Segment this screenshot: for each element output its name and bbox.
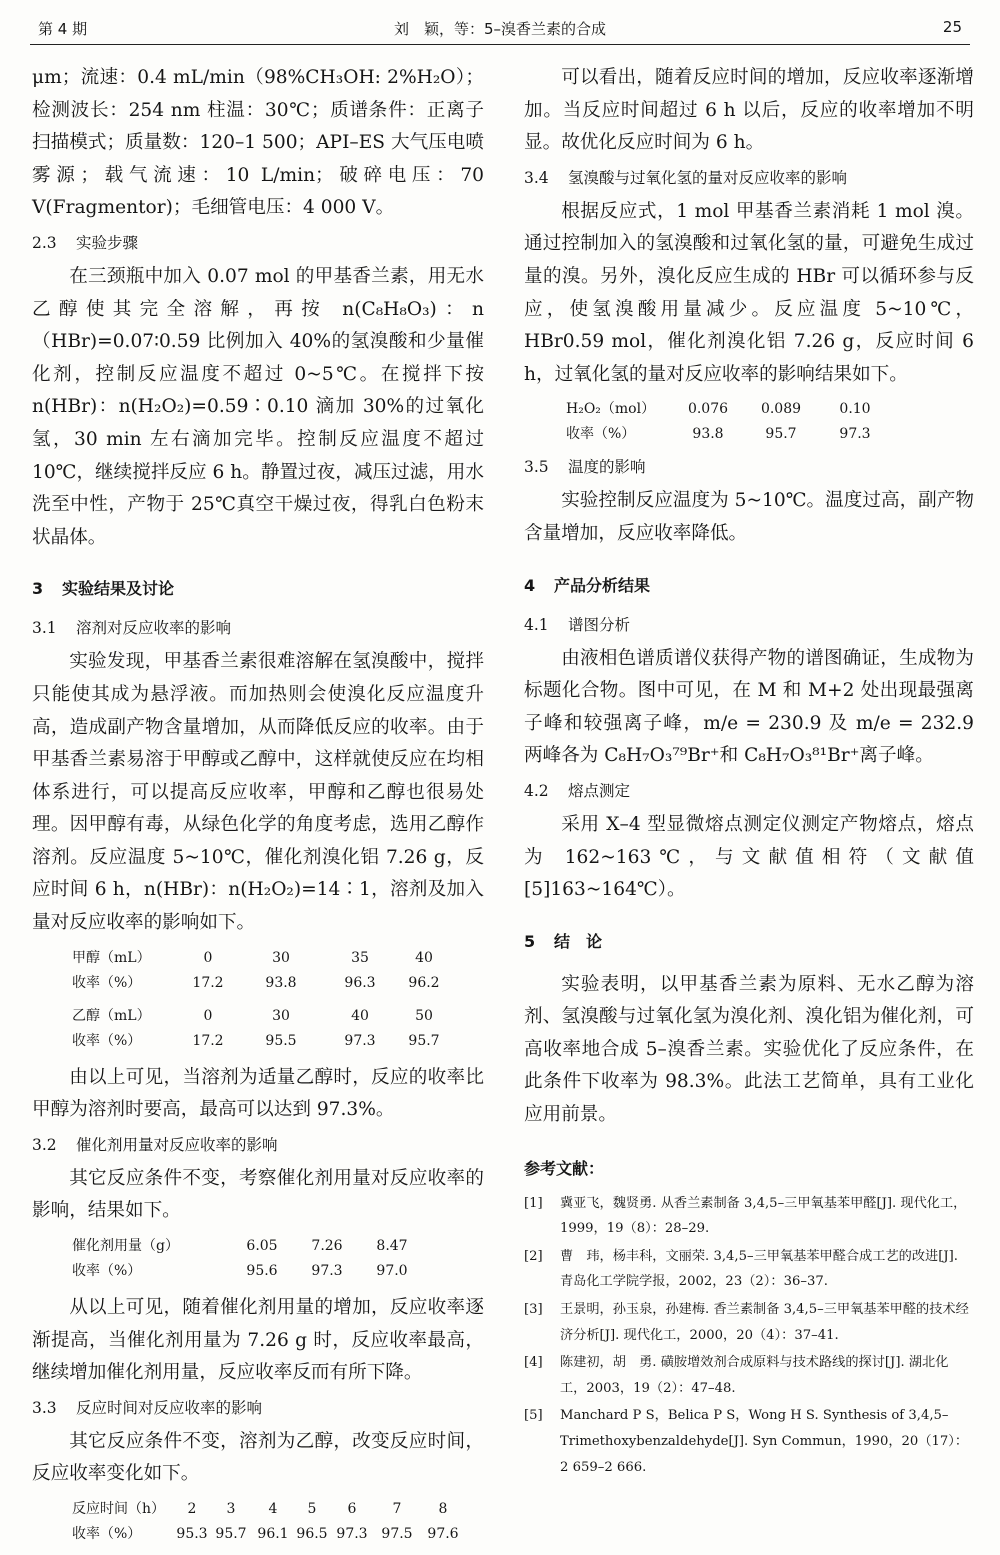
table-row xyxy=(566,422,888,447)
table-cell: 97.3 xyxy=(336,1526,368,1542)
table-cell: 0.10 xyxy=(839,401,871,418)
ethanol-yield-table xyxy=(72,1004,456,1054)
table-cell: 97.6 xyxy=(427,1526,459,1542)
reference-number: [5] xyxy=(524,1408,543,1424)
paragraph-hbr-h2o2: 根据反应式，1 mol 甲基香兰素消耗 1 mol 溴。通过控制加入的氢溴酸和过氧化氢的量，可避免生成过量的溴。另外，溴化反应生成的 HBr 可以循环参与反应，使氢溴酸用量减少。反应温度 5~10℃，HBr0.59 mol，催化剂溴化铝 7.26 g，反应时间 6 h，过氧化氢的量对反应收率的影响结果如下。 xyxy=(524,200,974,385)
table-row-header: 收率（%） xyxy=(72,1032,142,1049)
section-title: 产品分析结果 xyxy=(554,575,651,595)
paragraph-reaction-time: 其它反应条件不变，溶剂为乙醇，改变反应时间，反应收率变化如下。 xyxy=(32,1430,484,1485)
table-cell: 95.7 xyxy=(765,426,797,443)
table-cell: 4 xyxy=(268,1501,278,1517)
table-cell: 17.2 xyxy=(192,1032,224,1049)
table-cell: 97.3 xyxy=(311,1263,343,1280)
section-heading xyxy=(32,576,484,602)
running-title: 刘 颖，等：5–溴香兰素的合成 xyxy=(393,20,607,38)
paragraph-solvent-conclusion: 由以上可见，当溶剂为适量乙醇时，反应的收率比甲醇为溶剂时要高，最高可以达到 97.3%。 xyxy=(32,1066,484,1121)
table-row xyxy=(72,1029,456,1054)
section-number: 4 xyxy=(524,575,536,595)
table-row-header: 收率（%） xyxy=(72,1263,142,1280)
section-title: 实验结果及讨论 xyxy=(62,579,175,599)
table-cell: 35 xyxy=(351,949,369,966)
references-heading: 参考文献： xyxy=(524,1158,605,1178)
page-number: 25 xyxy=(942,18,962,36)
subsection-number: 4.1 xyxy=(524,615,549,634)
issue-label: 第 4 期 xyxy=(38,20,88,38)
table-cell: 96.1 xyxy=(257,1526,289,1542)
time-yield-table xyxy=(72,1497,466,1547)
table-cell: 95.3 xyxy=(176,1526,208,1542)
table-cell: 97.3 xyxy=(344,1032,376,1049)
paragraph-catalyst-conclusion: 从以上可见，随着催化剂用量的增加，反应收率逐渐提高，当催化剂用量为 7.26 g 时，反应收率最高，继续增加催化剂用量，反应收率反而有所下降。 xyxy=(32,1297,484,1384)
table-cell: 96.3 xyxy=(344,974,376,991)
section-number: 5 xyxy=(524,931,536,951)
reference-item xyxy=(524,1297,974,1348)
subsection-title: 反应时间对反应收率的影响 xyxy=(76,1398,263,1417)
subsection-number: 4.2 xyxy=(524,781,549,800)
table-row-header: H₂O₂（mol） xyxy=(566,401,656,418)
table-cell: 7 xyxy=(392,1501,402,1517)
subsection-title: 溶剂对反应收率的影响 xyxy=(76,619,232,638)
reference-item xyxy=(524,1403,974,1480)
section-number: 3 xyxy=(32,579,44,599)
table-cell: 96.5 xyxy=(296,1526,328,1542)
table-cell: 30 xyxy=(272,1007,290,1024)
reference-text: 陈建初，胡 勇. 磺胺增效剂合成原料与技术路线的探讨[J]. 湖北化工，2003，19（2）：47–48. xyxy=(560,1355,949,1396)
paragraph-catalyst: 其它反应条件不变，考察催化剂用量对反应收率的影响，结果如下。 xyxy=(32,1167,484,1222)
paragraph-temperature: 实验控制反应温度为 5~10℃。温度过高，副产物含量增加，反应收率降低。 xyxy=(524,490,974,544)
subsection-number: 3.3 xyxy=(32,1398,57,1417)
paragraph-procedure: 在三颈瓶中加入 0.07 mol 的甲基香兰素，用无水乙醇使其完全溶解，再按 n(C₈H₈O₃)：n（HBr)=0.07∶0.59 比例加入 40%的氢溴酸和少量催化剂，控制反应温度不超过 0~5℃。在搅拌下按n(HBr)：n(H₂O₂)=0.59∶0.10 滴加 30%的过氧化氢，30 min 左右滴加完毕。控制反应温度不超过 10℃，继续搅拌反应 6 h。静置过夜，减压过滤，用水洗至中性，产物于 25℃真空干燥过夜，得乳白色粉末状晶体。 xyxy=(32,265,484,548)
table-row xyxy=(72,971,456,996)
table-row xyxy=(72,1259,422,1284)
subsection-title: 催化剂用量对反应收率的影响 xyxy=(76,1135,278,1154)
table-row xyxy=(72,1004,456,1029)
table-row xyxy=(72,1234,422,1259)
subsection-heading xyxy=(524,455,974,480)
table-cell: 7.26 xyxy=(311,1238,343,1255)
right-column xyxy=(524,62,974,1482)
reference-text: Manchard P S，Belica P S，Wong H S. Synthesis of 3,4,5–Trimethoxybenzaldehyde[J]. Syn Commun，1990，20（17）：2 659–2 666. xyxy=(560,1408,969,1475)
table-cell: 5 xyxy=(307,1501,317,1517)
paragraph-solvent: 实验发现，甲基香兰素很难溶解在氢溴酸中，搅拌只能使其成为悬浮液。而加热则会使溴化反应温度升高，造成副产物含量增加，从而降低反应的收率。由于甲基香兰素易溶于甲醇或乙醇中，这样就使反应在均相体系进行，可以提高反应收率，甲醇和乙醇也很易处理。因甲醇有毒，从绿色化学的角度考虑，选用乙醇作溶剂。反应温度 5~10℃，催化剂溴化铝 7.26 g，反应时间 6 h，n(HBr)：n(H₂O₂)=14∶1，溶剂及加入量对反应收率的影响如下。 xyxy=(32,651,484,934)
table-cell: 95.5 xyxy=(265,1032,297,1049)
subsection-heading xyxy=(524,166,974,191)
h2o2-yield-table xyxy=(566,397,888,447)
table-cell: 0.076 xyxy=(687,401,729,418)
table-cell: 40 xyxy=(351,1007,369,1024)
table-row-header: 甲醇（mL） xyxy=(72,949,151,966)
subsection-heading xyxy=(524,779,974,804)
table-cell: 8.47 xyxy=(376,1238,408,1255)
subsection-title: 熔点测定 xyxy=(568,781,631,800)
left-column xyxy=(32,62,484,1555)
table-row-header: 乙醇（mL） xyxy=(72,1007,151,1024)
subsection-title: 温度的影响 xyxy=(568,458,646,477)
catalyst-yield-table xyxy=(72,1234,422,1284)
table-cell: 3 xyxy=(226,1501,236,1517)
table-cell: 96.2 xyxy=(408,974,440,991)
reference-item xyxy=(524,1191,974,1242)
subsection-heading xyxy=(32,616,484,641)
subsection-heading xyxy=(32,1396,484,1421)
reference-text: 王景明，孙玉泉，孙建梅. 香兰素制备 3,4,5–三甲氧基苯甲醛的技术经济分析[J]. 现代化工，2000，20（4）：37–41. xyxy=(560,1302,969,1343)
table-cell: 95.7 xyxy=(215,1526,247,1542)
table-cell: 93.8 xyxy=(692,426,724,443)
table-row xyxy=(72,1497,466,1522)
section-title: 结 论 xyxy=(554,931,603,951)
subsection-heading xyxy=(524,613,974,638)
reference-number: [2] xyxy=(524,1248,543,1264)
table-cell: 0 xyxy=(203,949,213,966)
table-cell: 2 xyxy=(187,1501,197,1517)
subsection-heading xyxy=(32,231,484,256)
table-cell: 97.5 xyxy=(381,1526,413,1542)
paragraph-time-conclusion: 可以看出，随着反应时间的增加，反应收率逐渐增加。当反应时间超过 6 h 以后，反应的收率增加不明显。故优化反应时间为 6 h。 xyxy=(524,67,974,154)
table-cell: 50 xyxy=(415,1007,433,1024)
table-cell: 30 xyxy=(272,949,290,966)
paragraph-spectrum: 由液相色谱质谱仪获得产物的谱图确证，生成物为标题化合物。图中可见，在 M 和 M+2 处出现最强离子峰和较强离子峰，m/e = 230.9 及 m/e = 232.9 两峰各为 C₈H₇O₃⁷⁹Br⁺和 C₈H₇O₃⁸¹Br⁺离子峰。 xyxy=(524,647,974,767)
subsection-title: 谱图分析 xyxy=(568,615,631,634)
subsection-title: 实验步骤 xyxy=(76,233,139,252)
table-cell: 97.3 xyxy=(839,426,871,443)
paragraph-melting-point: 采用 X–4 型显微熔点测定仪测定产物熔点，熔点为 162~163℃，与文献值相符（文献值[5]163~164℃）。 xyxy=(524,813,974,901)
table-row xyxy=(72,1522,466,1547)
table-cell: 93.8 xyxy=(265,974,297,991)
reference-number: [4] xyxy=(524,1355,543,1371)
table-row-header: 收率（%） xyxy=(72,974,142,991)
section-heading xyxy=(524,929,974,955)
table-row xyxy=(72,946,456,971)
table-row xyxy=(566,397,888,422)
table-cell: 95.6 xyxy=(246,1263,278,1280)
subsection-heading xyxy=(32,1133,484,1158)
subsection-number: 3.4 xyxy=(524,168,549,187)
reference-number: [1] xyxy=(524,1195,543,1211)
subsection-number: 3.1 xyxy=(32,619,57,638)
table-row-header: 催化剂用量（g） xyxy=(72,1238,179,1255)
table-row-header: 收率（%） xyxy=(566,426,636,443)
table-cell: 0 xyxy=(203,1007,213,1024)
reference-list xyxy=(524,1191,974,1481)
paragraph-conclusion: 实验表明，以甲基香兰素为原料、无水乙醇为溶剂、氢溴酸与过氧化氢为溴化剂、溴化铝为催化剂，可高收率地合成 5–溴香兰素。实验优化了反应条件，在此条件下收率为 98.3%。此法工艺简单，具有工业化应用前景。 xyxy=(524,973,974,1126)
table-cell: 6 xyxy=(347,1501,357,1517)
methanol-yield-table xyxy=(72,946,456,996)
section-heading xyxy=(524,573,974,599)
table-cell: 6.05 xyxy=(246,1238,278,1255)
subsection-number: 3.5 xyxy=(524,458,549,477)
paragraph-conditions: μm；流速：0.4 mL/min（98%CH₃OH: 2%H₂O）；检测波长：254 nm 柱温：30℃；质谱条件：正离子扫描模式；质量数：120–1 500；API–ES 大气压电喷雾源；载气流速：10 L/min；破碎电压：70 V(Fragmentor)；毛细管电压：4 000 V。 xyxy=(32,67,484,219)
running-header xyxy=(30,14,970,45)
subsection-number: 3.2 xyxy=(32,1135,57,1154)
table-cell: 40 xyxy=(415,949,433,966)
reference-text: 曹 玮，杨丰科，文丽荣. 3,4,5–三甲氧基苯甲醛合成工艺的改进[J]. 青岛化工学院学报，2002，23（2）：36–37. xyxy=(560,1248,958,1290)
table-cell: 97.0 xyxy=(376,1263,408,1280)
table-cell: 0.089 xyxy=(760,401,802,418)
subsection-title: 氢溴酸与过氧化氢的量对反应收率的影响 xyxy=(568,168,848,187)
reference-item xyxy=(524,1244,974,1295)
table-cell: 8 xyxy=(438,1501,448,1517)
subsection-number: 2.3 xyxy=(32,233,57,252)
reference-number: [3] xyxy=(524,1302,543,1318)
table-row-header: 反应时间（h） xyxy=(72,1501,166,1517)
table-row-header: 收率（%） xyxy=(72,1526,142,1542)
reference-item xyxy=(524,1350,974,1401)
table-cell: 17.2 xyxy=(192,974,224,991)
reference-text: 冀亚飞，魏贤勇. 从香兰素制备 3,4,5–三甲氧基苯甲醛[J]. 现代化工，1999，19（8）：28–29. xyxy=(560,1195,967,1237)
table-cell: 95.7 xyxy=(408,1032,440,1049)
